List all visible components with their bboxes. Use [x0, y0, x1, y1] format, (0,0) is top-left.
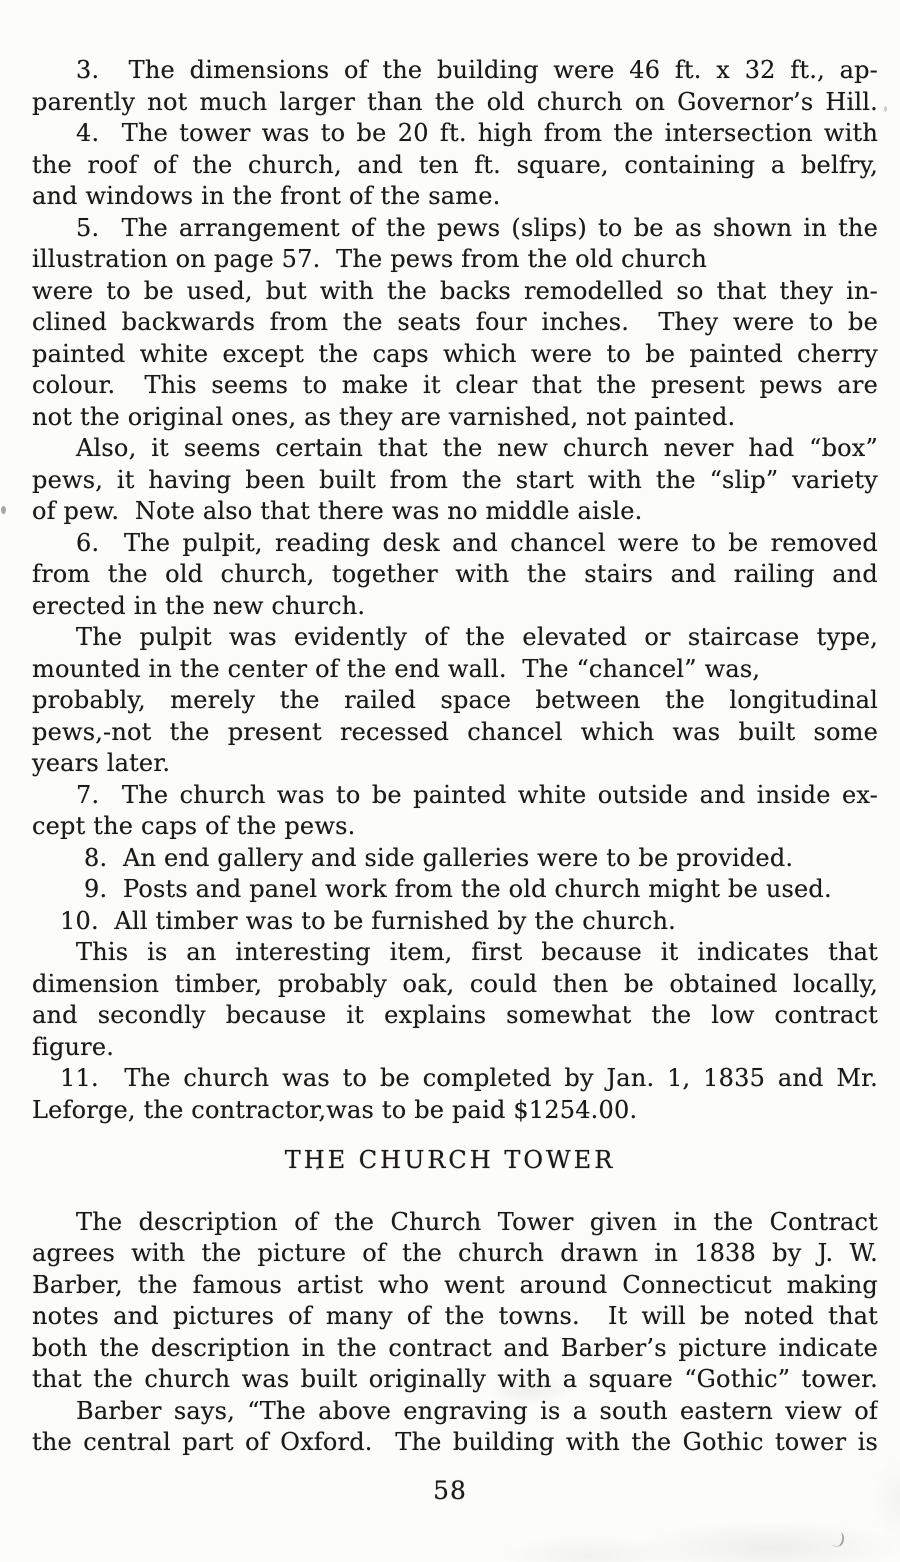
text-line: The pulpit was evidently of the elevated or staircase type,	[76, 623, 878, 651]
text-line: 4. The tower was to be 20 ft. high from the intersection with	[76, 119, 878, 147]
text-line: Also, it seems certain that the new church never had “box”	[76, 434, 878, 462]
section-heading: THE CHURCH TOWER	[284, 1146, 616, 1174]
scan-artifact	[884, 106, 887, 112]
text-line: 9. Posts and panel work from the old church might be used.	[84, 875, 832, 903]
text-line: illustration on page 57. The pews from the old church	[32, 245, 708, 273]
page-number: 58	[433, 1475, 467, 1505]
text-line: Barber says, “The above engraving is a south eastern view of	[76, 1396, 878, 1425]
text-line: were to be used, but with the backs remodelled so that they in-	[32, 276, 878, 305]
text-line: the roof of the church, and ten ft. square, containing a belfry,	[32, 150, 878, 179]
text-line: notes and pictures of many of the towns. It will be noted that	[32, 1302, 878, 1330]
text-line: colour. This seems to make it clear that the present pews are	[32, 371, 878, 399]
text-line: 10. All timber was to be furnished by the church.	[60, 906, 676, 935]
body-text-block	[0, 55, 900, 1126]
text-line: from the old church, together with the stairs and railing and	[32, 560, 878, 588]
text-line: dimension timber, probably oak, could then be obtained locally,	[32, 969, 878, 998]
text-line: erected in the new church.	[32, 591, 366, 620]
text-line: 8. An end gallery and side galleries were to be provided.	[84, 843, 794, 872]
text-line: and windows in the front of the same.	[32, 182, 501, 210]
text-line: years later.	[32, 749, 171, 777]
text-line: figure.	[32, 1032, 115, 1061]
text-line: Leforge, the contractor,was to be paid $1254.00.	[32, 1095, 638, 1124]
text-line: 5. The arrangement of the pews (slips) to be as shown in the	[76, 213, 878, 242]
text-line: This is an interesting item, first because it indicates that	[76, 938, 878, 966]
text-line: clined backwards from the seats four inches. They were to be	[32, 308, 878, 336]
text-line: The description of the Church Tower given in the Contract	[76, 1207, 878, 1236]
text-line: and secondly because it explains somewhat the low contract	[32, 1001, 878, 1029]
text-line: painted white except the caps which were to be painted cherry	[32, 339, 878, 368]
text-line: 11. The church was to be completed by Jan. 1, 1835 and Mr.	[60, 1064, 878, 1092]
text-line: 7. The church was to be painted white outside and inside ex-	[76, 780, 878, 809]
scan-artifact	[316, 1167, 319, 1170]
scan-artifact	[832, 1531, 845, 1547]
text-line: that the church was built originally with a square “Gothic” tower.	[32, 1365, 878, 1393]
text-line: the central part of Oxford. The building with the Gothic tower is	[32, 1428, 878, 1456]
text-line: both the description in the contract and Barber’s picture indicate	[32, 1333, 878, 1362]
text-line: agrees with the picture of the church drawn in 1838 by J. W.	[32, 1239, 878, 1267]
text-line: pews, it having been built from the start with the “slip” variety	[32, 465, 878, 494]
church-tower-text-block	[0, 1207, 900, 1459]
text-line: 3. The dimensions of the building were 46 ft. x 32 ft., ap-	[76, 56, 878, 84]
text-line: mounted in the center of the end wall. The “chancel” was,	[32, 654, 761, 683]
text-line: parently not much larger than the old church on Governor’s Hill.	[32, 87, 878, 116]
text-line: probably, merely the railed space between the longitudinal	[32, 686, 878, 714]
text-line: of pew. Note also that there was no middle aisle.	[32, 497, 643, 525]
scan-artifact	[1, 506, 6, 514]
text-line: not the original ones, as they are varnished, not painted.	[32, 402, 736, 431]
text-line: Barber, the famous artist who went around Connecticut making	[32, 1270, 878, 1299]
text-line: 6. The pulpit, reading desk and chancel were to be removed	[76, 528, 878, 557]
text-line: pews,-not the present recessed chancel which was built some	[32, 717, 878, 746]
text-line: cept the caps of the pews.	[32, 812, 356, 840]
